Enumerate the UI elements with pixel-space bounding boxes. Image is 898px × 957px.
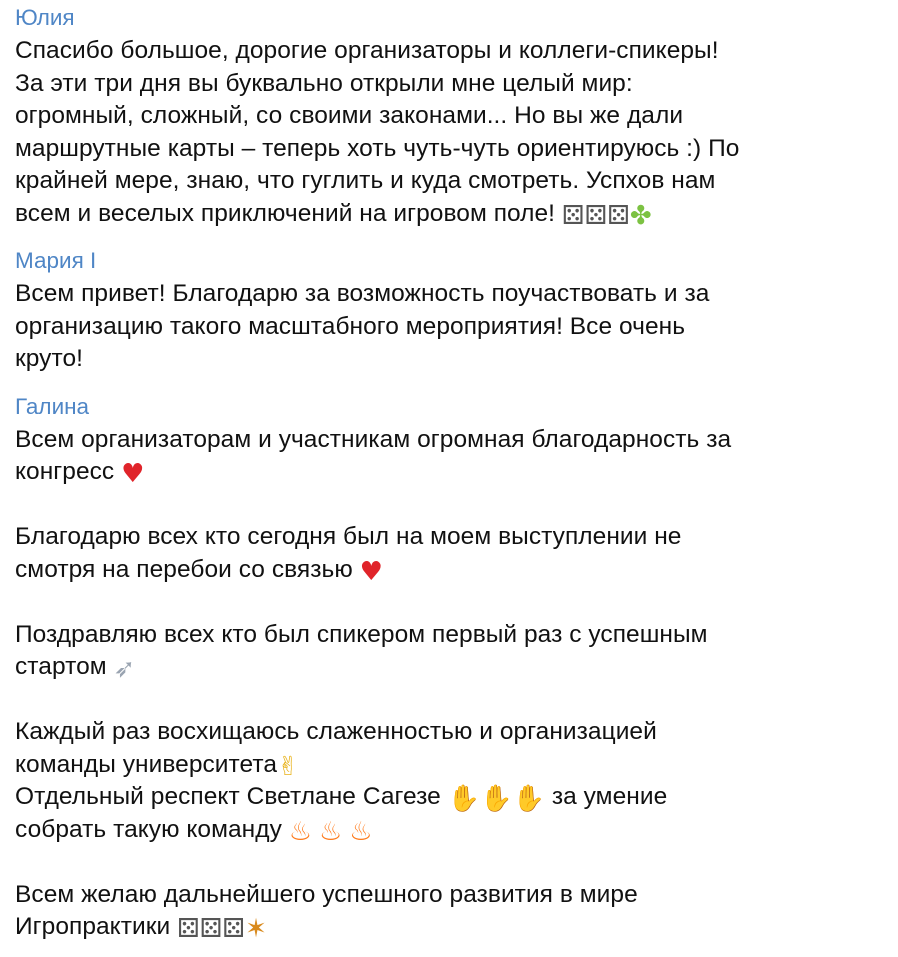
blank-line bbox=[15, 586, 884, 619]
message-author[interactable]: Галина bbox=[15, 393, 90, 419]
message-text-line: Каждый раз восхищаюсь слаженностью и организацией bbox=[15, 718, 657, 745]
message-text: Отдельный респект Светлане Сагезе bbox=[15, 783, 441, 810]
red-heart-icon: ♥ bbox=[359, 556, 383, 587]
message-text: Игропрактики bbox=[15, 913, 171, 940]
dice-icon: ⚄ bbox=[199, 914, 223, 944]
blank-line bbox=[15, 846, 884, 879]
message-yulia bbox=[15, 1, 884, 230]
message-text-line: За эти три дня вы буквально открыли мне целый мир: bbox=[15, 69, 633, 97]
message-text: стартом bbox=[15, 653, 107, 680]
message-text-line bbox=[15, 814, 884, 847]
message-maria bbox=[15, 244, 884, 376]
party-popper-icon: ✶ bbox=[245, 914, 267, 944]
thumbs-up-icon: ✌ bbox=[277, 751, 299, 782]
message-text-line bbox=[15, 456, 884, 489]
message-text-line: огромный, сложный, со своими законами... Но вы же дали bbox=[15, 102, 684, 129]
message-text: собрать такую команду bbox=[15, 815, 282, 843]
message-text-line bbox=[15, 911, 884, 944]
message-text-line bbox=[15, 198, 884, 231]
message-text-line: круто! bbox=[15, 345, 83, 372]
message-text: всем и веселых приключений на игровом поле! bbox=[15, 199, 556, 227]
message-text-line: Всем привет! Благодарю за возможность поучаствовать и за bbox=[15, 280, 710, 307]
rocket-icon: ➶ bbox=[113, 654, 136, 684]
message-text: команды университета bbox=[15, 750, 278, 778]
message-text: за умение bbox=[551, 783, 668, 810]
fire-icon: ♨ bbox=[318, 816, 343, 847]
message-text: смотря на перебои со связью bbox=[15, 555, 353, 583]
clapping-hands-icon: ✋ bbox=[447, 784, 481, 814]
dice-icon: ⚄ bbox=[584, 200, 608, 231]
dice-icon: ⚄ bbox=[561, 200, 585, 231]
message-text-line: Поздравляю всех кто был спикером первый раз с успешным bbox=[15, 620, 708, 648]
message-text-line bbox=[15, 781, 884, 814]
chat-messages bbox=[0, 1, 898, 957]
puzzle-piece-icon: ✤ bbox=[629, 200, 652, 231]
message-text-line: Всем организаторам и участникам огромная благодарность за bbox=[15, 425, 732, 453]
message-text-line: Благодарю всех кто сегодня был на моем выступлении не bbox=[15, 523, 682, 550]
blank-line bbox=[15, 684, 884, 717]
dice-icon: ⚄ bbox=[177, 914, 200, 944]
fire-icon: ♨ bbox=[349, 816, 373, 847]
message-text-line: крайней мере, знаю, что гуглить и куда смотреть. Успхов нам bbox=[15, 167, 716, 194]
message-text-line: маршрутные карты – теперь хоть чуть-чуть ориентируюсь :) По bbox=[15, 134, 740, 162]
message-text-line: организацию такого масштабного мероприятия! Все очень bbox=[15, 312, 686, 340]
message-author[interactable]: Юлия bbox=[15, 5, 75, 30]
clapping-hands-icon: ✋ bbox=[512, 784, 545, 814]
dice-icon: ⚄ bbox=[607, 200, 630, 231]
dice-icon: ⚄ bbox=[222, 914, 246, 944]
message-text-line bbox=[15, 749, 884, 782]
message-text-line bbox=[15, 554, 884, 587]
blank-line bbox=[15, 489, 884, 522]
message-galina bbox=[15, 390, 884, 944]
message-text-line bbox=[15, 651, 884, 684]
message-text: конгресс bbox=[15, 458, 115, 485]
red-heart-icon: ♥ bbox=[121, 459, 145, 489]
clapping-hands-icon: ✋ bbox=[480, 784, 513, 814]
message-text-line: Спасибо большое, дорогие организаторы и коллеги-спикеры! bbox=[15, 37, 719, 64]
message-text-line: Всем желаю дальнейшего успешного развития в мире bbox=[15, 880, 638, 908]
fire-icon: ♨ bbox=[288, 816, 313, 847]
message-author[interactable]: Мария I bbox=[15, 248, 97, 273]
